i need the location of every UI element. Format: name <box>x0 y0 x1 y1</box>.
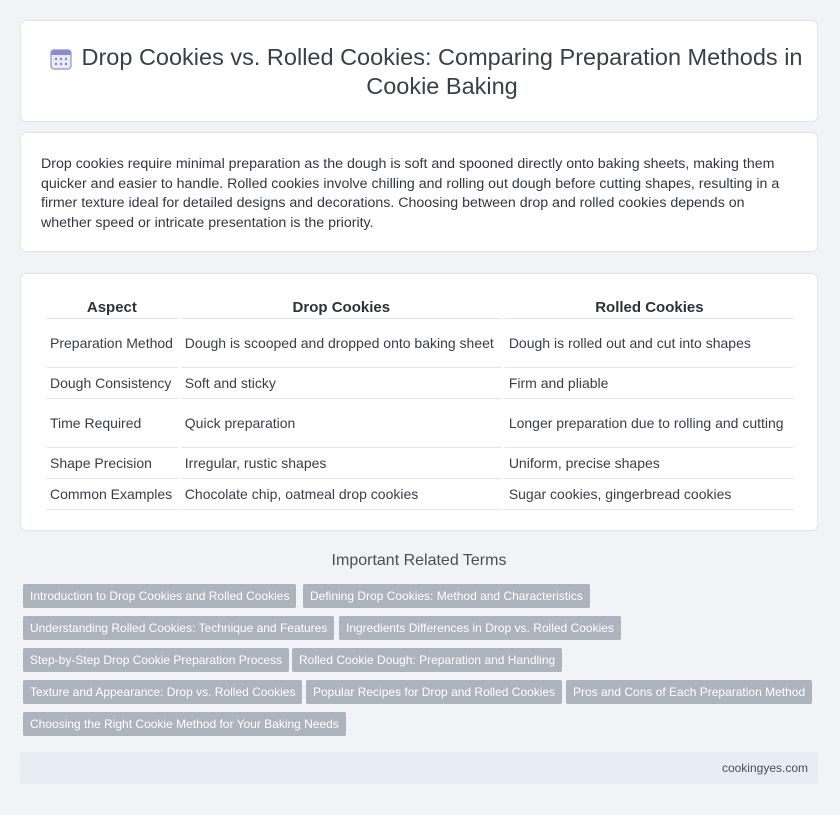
table-cell: Firm and pliable <box>505 368 794 399</box>
related-term-tag[interactable]: Understanding Rolled Cookies: Technique and Features <box>23 616 334 640</box>
table-cell: Quick preparation <box>181 399 502 448</box>
related-term-tag[interactable]: Choosing the Right Cookie Method for Your Baking Needs <box>23 712 346 736</box>
table-cell: Preparation Method <box>46 319 178 368</box>
table-cell: Dough Consistency <box>46 368 178 399</box>
related-term-tag[interactable]: Pros and Cons of Each Preparation Method <box>566 680 812 704</box>
footer-site-link[interactable]: cookingyes.com <box>721 761 808 775</box>
related-term-tag[interactable]: Defining Drop Cookies: Method and Characteristics <box>303 584 590 608</box>
table-row <box>46 368 794 399</box>
table-cell: Time Required <box>46 399 178 448</box>
header-aspect: Aspect <box>46 296 178 319</box>
table-cell: Sugar cookies, gingerbread cookies <box>505 479 794 510</box>
title-card <box>20 20 818 122</box>
table-cell: Irregular, rustic shapes <box>181 448 502 479</box>
table-header-row <box>46 296 794 319</box>
table-row <box>46 479 794 510</box>
intro-card <box>20 132 818 252</box>
page-title: Drop Cookies vs. Rolled Cookies: Comparing Preparation Methods in Cookie Baking <box>81 44 803 99</box>
related-term-tag[interactable]: Popular Recipes for Drop and Rolled Cookies <box>306 680 562 704</box>
table-cell: Dough is rolled out and cut into shapes <box>505 319 794 368</box>
footer <box>20 752 818 784</box>
table-row <box>46 448 794 479</box>
header-drop-cookies: Drop Cookies <box>181 296 502 319</box>
header-rolled-cookies: Rolled Cookies <box>505 296 794 319</box>
comparison-table <box>43 296 797 510</box>
table-row <box>46 319 794 368</box>
related-terms-heading: Important Related Terms <box>331 552 507 569</box>
table-cell: Chocolate chip, oatmeal drop cookies <box>181 479 502 510</box>
related-term-tag[interactable]: Ingredients Differences in Drop vs. Rolled Cookies <box>339 616 621 640</box>
related-term-tag[interactable]: Rolled Cookie Dough: Preparation and Handling <box>292 648 562 672</box>
table-cell: Longer preparation due to rolling and cutting <box>505 399 794 448</box>
table-cell: Common Examples <box>46 479 178 510</box>
comparison-card <box>20 273 818 531</box>
table-cell: Soft and sticky <box>181 368 502 399</box>
table-cell: Shape Precision <box>46 448 178 479</box>
calendar-icon <box>49 47 73 71</box>
table-cell: Uniform, precise shapes <box>505 448 794 479</box>
table-cell: Dough is scooped and dropped onto baking sheet <box>181 319 502 368</box>
table-row <box>46 399 794 448</box>
related-term-tag[interactable]: Texture and Appearance: Drop vs. Rolled Cookies <box>23 680 302 704</box>
related-term-tag[interactable]: Introduction to Drop Cookies and Rolled Cookies <box>23 584 296 608</box>
related-term-tag[interactable]: Step-by-Step Drop Cookie Preparation Process <box>23 648 289 672</box>
intro-paragraph: Drop cookies require minimal preparation as the dough is soft and spooned directly onto baking sheets, making them quicker and easier to handle. Rolled cookies involve chilling and rolling out dough before cutting shapes, resulting in a firmer texture ideal for detailed designs and decorations. Choosing between drop and rolled cookies depends on whether speed or intricate presentation is the priority. <box>41 156 780 231</box>
